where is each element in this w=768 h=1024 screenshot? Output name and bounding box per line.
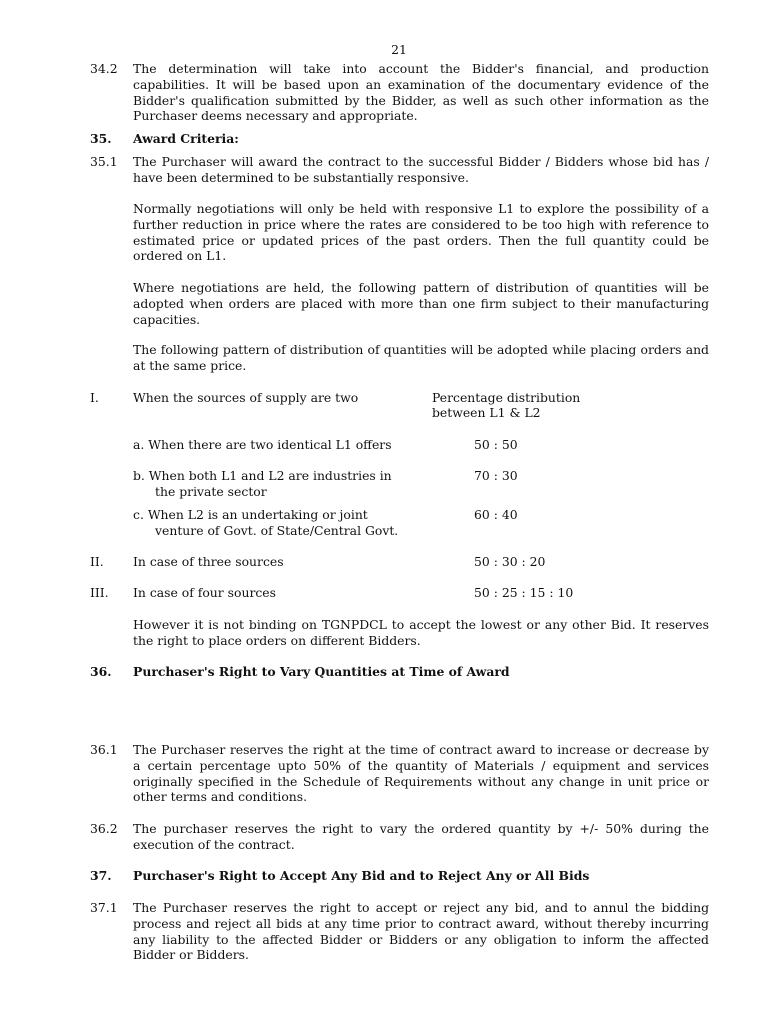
clause-36-1: [90, 742, 709, 806]
roman-numeral-ii: II.: [90, 554, 104, 569]
clause-number: 36.1: [90, 742, 118, 757]
roman-numeral-iii: III.: [90, 585, 109, 600]
paragraph-negotiation: Normally negotiations will only be held with responsive L1 to explore the possibility of a further reduction in price where the rates are considered to be too high with reference to estimated price or updated prices of the past orders. Then the full quantity could be ordered on L1.: [133, 201, 709, 264]
clause-text: The determination will take into account the Bidder's financial, and production capabilities. It will be based upon an examination of the documentary evidence of the Bidder's qualification submitted by the Bidder, as well as such other information as the Purchaser deems necessary and appropriate.: [133, 61, 709, 124]
case-c-label-line1: c. When L2 is an undertaking or joint: [133, 507, 368, 522]
section-35-number: 35.: [90, 131, 112, 146]
case-c-label-line2: venture of Govt. of State/Central Govt.: [155, 523, 399, 538]
two-sources-label: When the sources of supply are two: [133, 390, 359, 405]
case-c-ratio: 60 : 40: [474, 507, 518, 522]
clause-text: The Purchaser reserves the right at the time of contract award to increase or decrease by a certain percentage upto 50% of the quantity of Materials / equipment and services originally specified in the Schedule of Requirements without any change in unit price or other terms and conditions.: [133, 742, 709, 805]
section-37-heading: Purchaser's Right to Accept Any Bid and to Reject Any or All Bids: [133, 868, 590, 883]
percentage-header-line1: Percentage distribution: [432, 390, 581, 405]
case-b-ratio: 70 : 30: [474, 468, 518, 483]
three-sources-ratio: 50 : 30 : 20: [474, 554, 546, 569]
case-b-label-line2: the private sector: [155, 484, 267, 499]
section-37-number: 37.: [90, 868, 112, 883]
clause-number: 37.1: [90, 900, 118, 915]
clause-37-1: [90, 900, 709, 964]
page-number: 21: [391, 42, 407, 57]
paragraph-distribution: Where negotiations are held, the following pattern of distribution of quantities will be adopted when orders are placed with more than one firm subject to their manufacturing capacities.: [133, 280, 709, 327]
four-sources-ratio: 50 : 25 : 15 : 10: [474, 585, 574, 600]
section-35-heading: Award Criteria:: [133, 131, 239, 146]
clause-number: 36.2: [90, 821, 118, 836]
clause-number: 34.2: [90, 61, 118, 76]
percentage-header-line2: between L1 & L2: [432, 405, 541, 420]
clause-text: The Purchaser will award the contract to the successful Bidder / Bidders whose bid has / have been determined to be substantially responsive.: [133, 154, 709, 185]
paragraph-pattern: The following pattern of distribution of quantities will be adopted while placing orders and at the same price.: [133, 342, 709, 373]
case-b-label-line1: b. When both L1 and L2 are industries in: [133, 468, 392, 483]
four-sources-label: In case of four sources: [133, 585, 276, 600]
section-36-number: 36.: [90, 664, 112, 679]
section-36-heading: Purchaser's Right to Vary Quantities at Time of Award: [133, 664, 510, 679]
clause-text: The purchaser reserves the right to vary the ordered quantity by +/- 50% during the execution of the contract.: [133, 821, 709, 852]
clause-text: The Purchaser reserves the right to accept or reject any bid, and to annul the bidding process and reject all bids at any time prior to contract award, without thereby incurring any liability to the affected Bidder or Bidders or any obligation to inform the affected Bidder or Bidders.: [133, 900, 709, 963]
case-a-ratio: 50 : 50: [474, 437, 518, 452]
clause-35-1: [90, 154, 709, 186]
clause-36-2: [90, 821, 709, 853]
three-sources-label: In case of three sources: [133, 554, 284, 569]
roman-numeral-i: I.: [90, 390, 99, 405]
paragraph-binding: However it is not binding on TGNPDCL to accept the lowest or any other Bid. It reserves the right to place orders on different Bidders.: [133, 617, 709, 648]
clause-number: 35.1: [90, 154, 118, 169]
case-a-label: a. When there are two identical L1 offers: [133, 437, 392, 452]
clause-34-2: [90, 61, 709, 125]
